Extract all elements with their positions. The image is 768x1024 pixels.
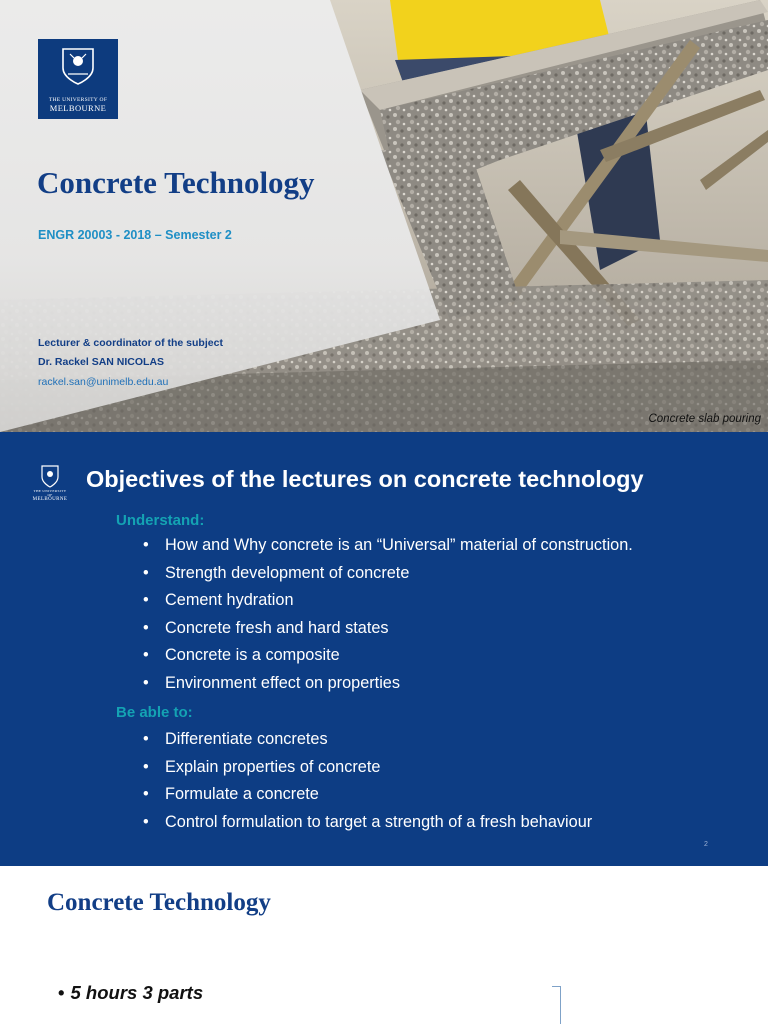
overview-slide [0, 866, 768, 1024]
list-item [58, 982, 203, 1004]
objectives-slide [0, 432, 768, 866]
section-label-understand: Understand: [116, 512, 205, 529]
list-item: • Concrete is a composite [143, 642, 633, 670]
section-label-be-able-to: Be able to: [116, 704, 193, 721]
lecturer-name: Dr. Rackel SAN NICOLAS [38, 356, 165, 368]
understand-list [143, 532, 633, 698]
logo-text-large: MELBOURNE [32, 497, 68, 502]
list-item: • Environment effect on properties [143, 670, 633, 698]
logo-text-large: MELBOURNE [49, 103, 107, 113]
list-item: • Formulate a concrete [143, 781, 592, 809]
objectives-title: Objectives of the lectures on concrete technology [86, 466, 644, 492]
lecturer-email-link[interactable]: rackel.san@unimelb.edu.au [38, 376, 169, 388]
slide-title: Concrete Technology [47, 889, 271, 916]
list-item: • How and Why concrete is an “Universal” material of construction. [143, 532, 633, 560]
page-number: 2 [704, 841, 708, 848]
list-item-text: 5 hours 3 parts [70, 982, 204, 1003]
list-item: • Concrete fresh and hard states [143, 615, 633, 643]
logo-text-small: THE UNIVERSITY OF [33, 489, 67, 497]
photo-caption: Concrete slab pouring [648, 413, 761, 425]
divider-mark [552, 986, 561, 1024]
lecturer-label: Lecturer & coordinator of the subject [38, 337, 223, 349]
list-item: • Differentiate concretes [143, 726, 592, 754]
university-logo [38, 39, 118, 119]
list-item: • Strength development of concrete [143, 560, 633, 588]
crest-icon [32, 465, 68, 489]
be-able-to-list [143, 726, 592, 836]
logo-text-small: THE UNIVERSITY OF [48, 97, 108, 103]
crest-icon [60, 46, 96, 86]
slide-title: Concrete Technology [37, 165, 315, 200]
title-slide [0, 0, 768, 432]
list-item: • Cement hydration [143, 587, 633, 615]
university-logo-small [32, 465, 68, 503]
list-item: • Control formulation to target a strength of a fresh behaviour [143, 809, 592, 837]
list-item: • Explain properties of concrete [143, 754, 592, 782]
bullet-symbol: • [58, 982, 65, 1003]
course-code: ENGR 20003 - 2018 – Semester 2 [38, 228, 232, 242]
